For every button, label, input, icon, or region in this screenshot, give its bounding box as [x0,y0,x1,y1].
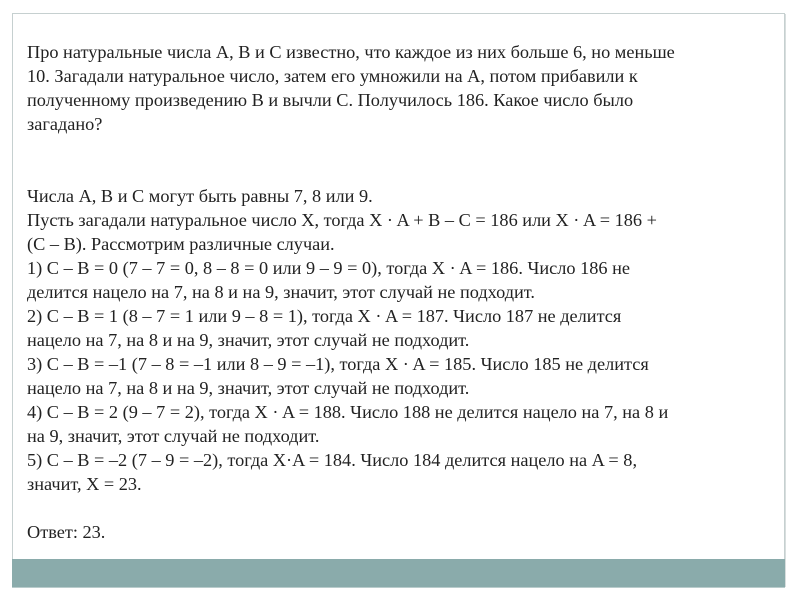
problem-line: полученному произведению B и вычли C. Получилось 186. Какое число было [27,90,634,110]
problem-statement [27,40,747,136]
solution [27,184,747,496]
spacer [27,136,747,184]
solution-line: нацело на 7, на 8 и на 9, значит, этот случай не подходит. [27,378,470,398]
spacer [27,496,747,520]
slide-content [27,40,747,544]
solution-line: Пусть загадали натуральное число X, тогда X · A + B – C = 186 или X · A = 186 + [27,210,657,230]
problem-line: Про натуральные числа A, B и C известно, что каждое из них больше 6, но меньше [27,42,675,62]
solution-line: 2) C – B = 1 (8 – 7 = 1 или 9 – 8 = 1), тогда X · A = 187. Число 187 не делится [27,306,622,326]
solution-line: 1) C – B = 0 (7 – 7 = 0, 8 – 8 = 0 или 9 – 9 = 0), тогда X · A = 186. Число 186 не [27,258,630,278]
solution-line: на 9, значит, этот случай не подходит. [27,426,320,446]
solution-line: значит, X = 23. [27,474,142,494]
solution-line: 5) C – B = –2 (7 – 9 = –2), тогда X·A = 184. Число 184 делится нацело на A = 8, [27,450,638,470]
solution-line: 4) C – B = 2 (9 – 7 = 2), тогда X · A = 188. Число 188 не делится нацело на 7, на 8 и [27,402,669,422]
slide-bottom-bar [12,559,785,587]
answer: Ответ: 23. [27,522,106,542]
problem-line: загадано? [27,114,103,134]
solution-line: Числа A, B и C могут быть равны 7, 8 или 9. [27,186,373,206]
solution-line: нацело на 7, на 8 и на 9, значит, этот случай не подходит. [27,330,470,350]
solution-line: (C – B). Рассмотрим различные случаи. [27,234,335,254]
solution-line: 3) C – B = –1 (7 – 8 = –1 или 8 – 9 = –1), тогда X · A = 185. Число 185 не делится [27,354,649,374]
solution-line: делится нацело на 7, на 8 и на 9, значит, этот случай не подходит. [27,282,535,302]
problem-line: 10. Загадали натуральное число, затем его умножили на A, потом прибавили к [27,66,638,86]
